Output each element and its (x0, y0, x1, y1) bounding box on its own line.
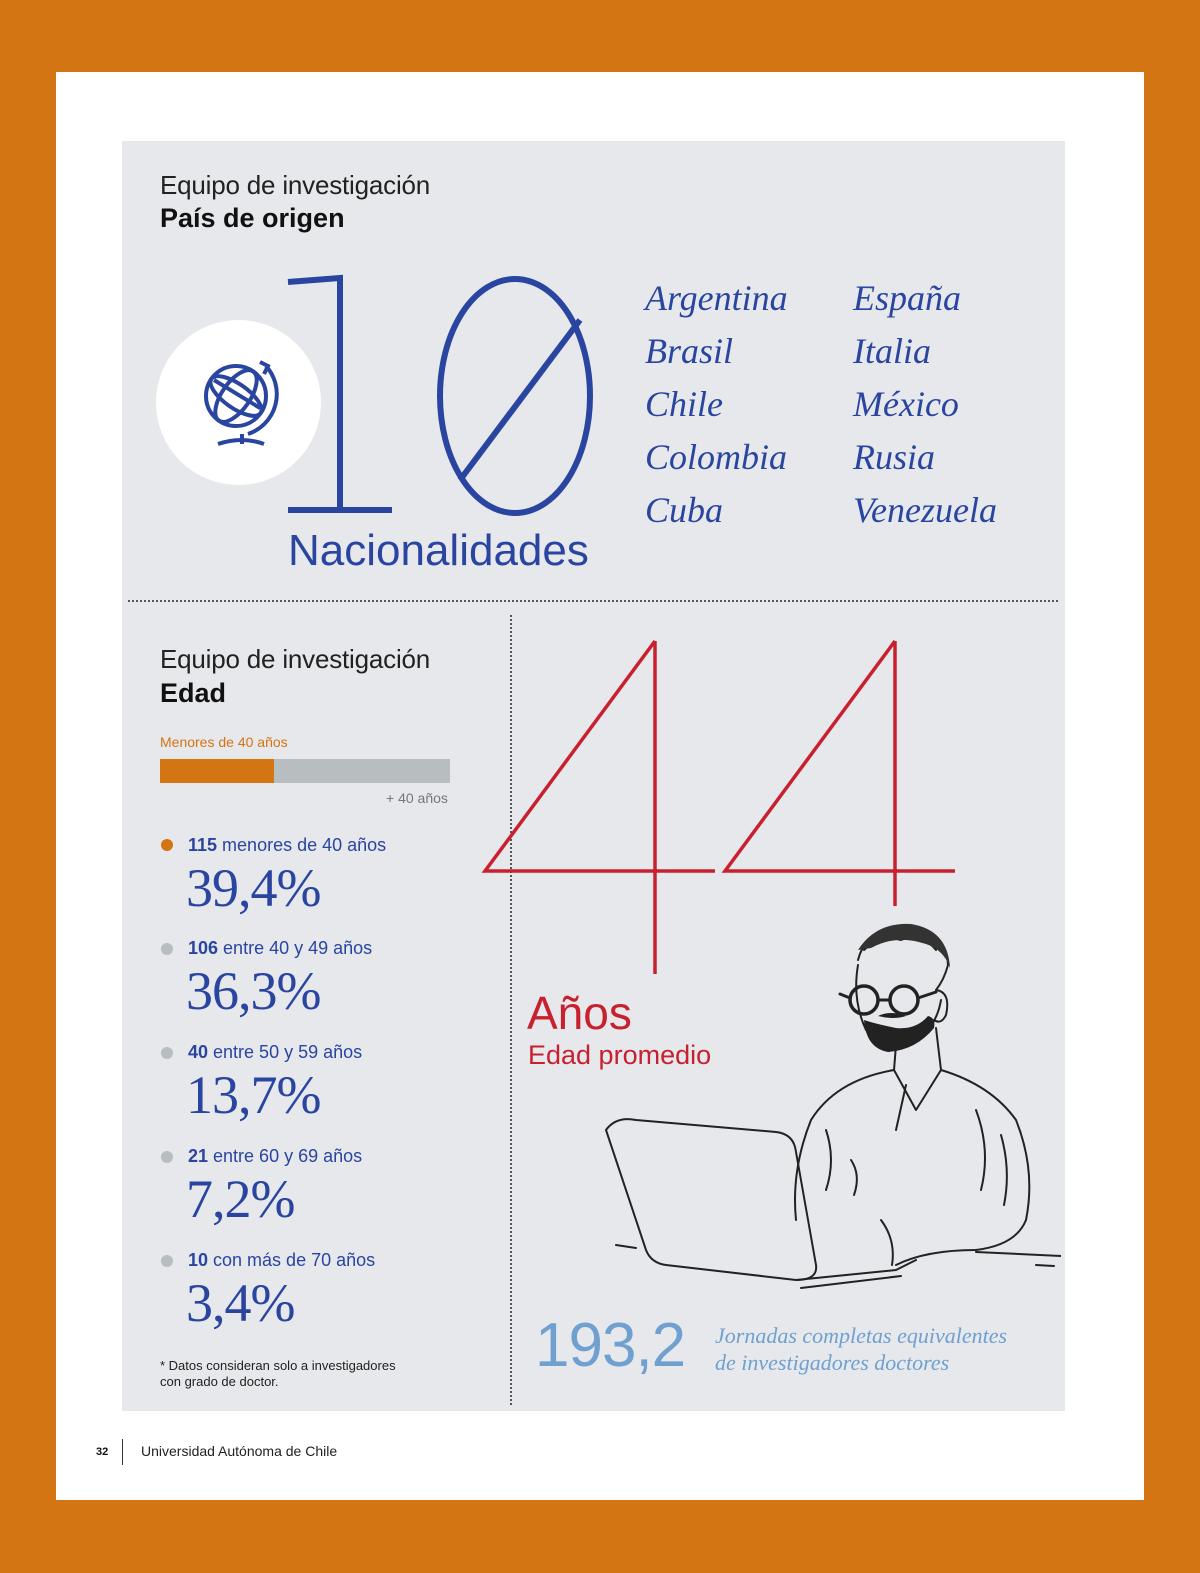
publisher-name: Universidad Autónoma de Chile (141, 1443, 338, 1459)
footnote: * Datos consideran solo a investigadores con grado de doctor. (160, 1358, 396, 1389)
average-age-label: Edad promedio (528, 1040, 712, 1070)
section-divider (128, 600, 1058, 602)
age-kicker: Equipo de investigación (160, 644, 431, 674)
country-item: Cuba (645, 490, 724, 530)
nationalities-number (280, 270, 610, 530)
age-group-label: 115 menores de 40 años (188, 835, 387, 855)
age-group-label: 106 entre 40 y 49 años (188, 938, 373, 958)
nationality-title: País de origen (160, 203, 345, 233)
age-group-percent: 7,2% (186, 1169, 295, 1229)
researcher-illustration (596, 920, 1061, 1305)
country-item: México (853, 384, 959, 424)
age-group-label: 21 entre 60 y 69 años (188, 1146, 363, 1166)
country-item: Brasil (645, 331, 734, 371)
age-progress-bar (160, 759, 450, 783)
age-group-percent: 36,3% (186, 961, 321, 1021)
bar-label-over-40: + 40 años (386, 790, 448, 806)
country-item: Chile (645, 384, 723, 424)
age-title: Edad (160, 678, 227, 708)
legend-dot (161, 839, 173, 851)
legend-dot (161, 1047, 173, 1059)
age-group-percent: 3,4% (186, 1273, 295, 1333)
age-group-percent: 39,4% (186, 858, 321, 918)
country-item: Colombia (645, 437, 788, 477)
fte-description: Jornadas completas equivalentes de investigadores doctores (715, 1323, 1008, 1375)
age-group-percent: 13,7% (186, 1065, 321, 1125)
country-item: Rusia (853, 437, 936, 477)
countries-column-2 (853, 272, 997, 537)
age-progress-fill (160, 759, 274, 783)
countries-column-1 (645, 272, 788, 537)
fte-value: 193,2 (535, 1311, 686, 1380)
legend-dot (161, 943, 173, 955)
nationality-kicker: Equipo de investigación (160, 170, 431, 200)
footer-divider (122, 1439, 123, 1465)
age-group-label: 40 entre 50 y 59 años (188, 1042, 363, 1062)
age-group-label: 10 con más de 70 años (188, 1250, 376, 1270)
legend-dot (161, 1255, 173, 1267)
country-item: España (853, 278, 961, 318)
average-age-unit: Años (527, 987, 632, 1039)
country-item: Venezuela (853, 490, 997, 530)
nationalities-label: Nacionalidades (288, 526, 589, 575)
page-number: 32 (96, 1446, 109, 1458)
country-item: Argentina (645, 278, 788, 318)
country-item: Italia (853, 331, 931, 371)
bar-label-under-40: Menores de 40 años (160, 734, 288, 750)
legend-dot (161, 1151, 173, 1163)
